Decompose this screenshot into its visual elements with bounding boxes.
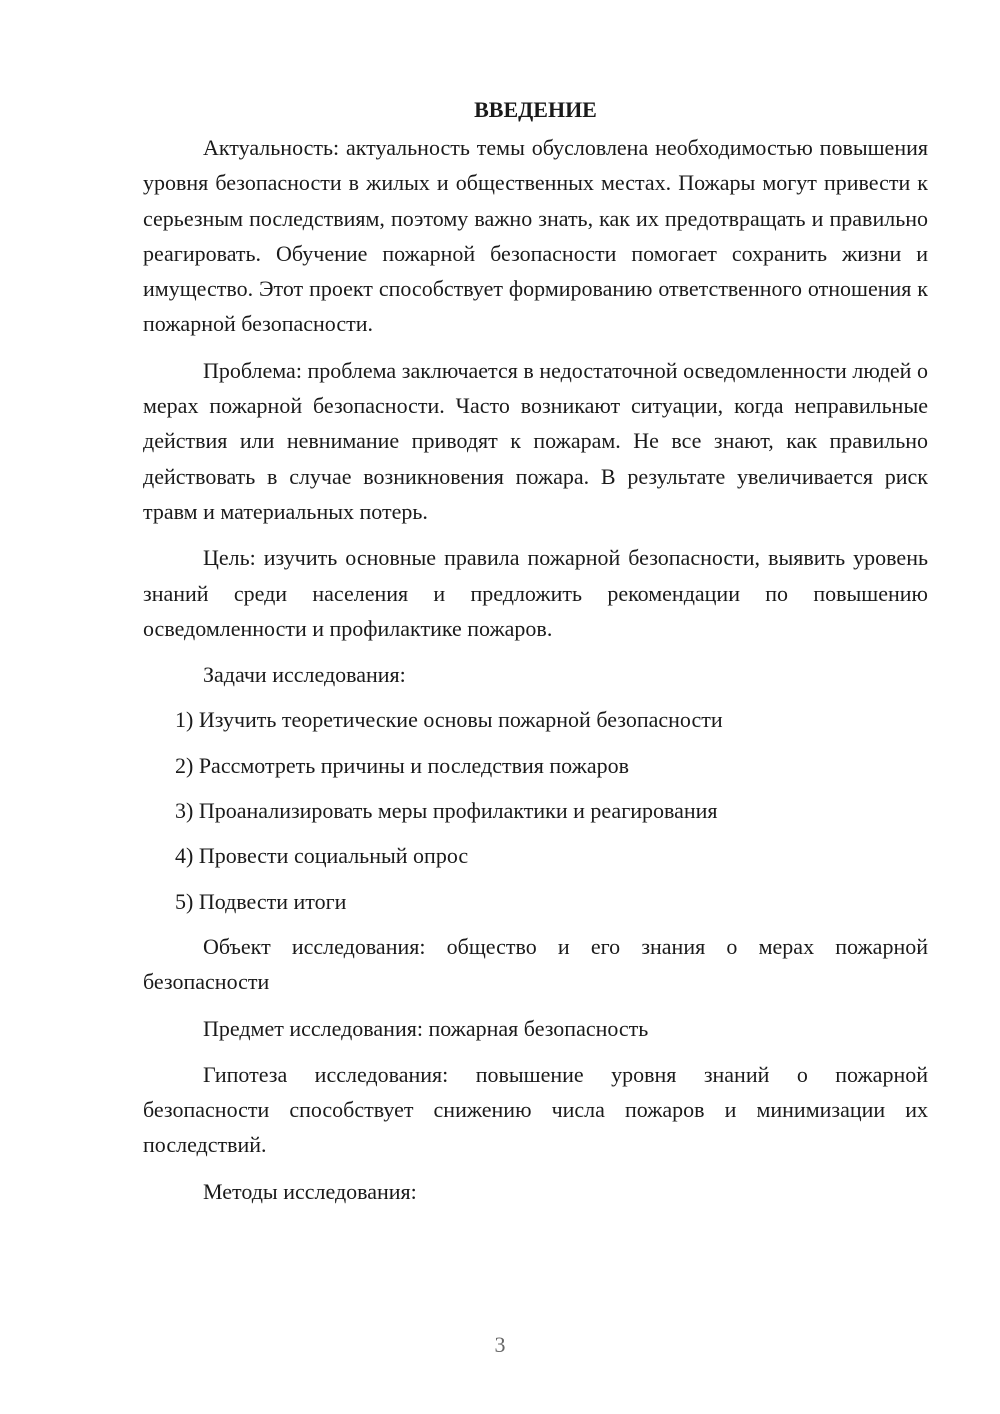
list-item: 3) Проанализировать меры профилактики и реагирования bbox=[175, 798, 718, 824]
list-item: 1) Изучить теоретические основы пожарной безопасности bbox=[175, 707, 723, 733]
paragraph-object: Объект исследования: общество и его знания о мерах пожарной безопасности bbox=[143, 933, 928, 995]
paragraph-tasks-title: Задачи исследования: bbox=[203, 662, 406, 688]
list-item: 4) Провести социальный опрос bbox=[175, 843, 469, 869]
list-item: 2) Рассмотреть причины и последствия пожаров bbox=[175, 752, 629, 778]
paragraph-problem: Проблема: проблема заключается в недостаточной осведомленности людей о мерах пожарной безопасности. Часто возникают ситуации, когда неправильные действия или невнимание приводят к пожарам. Не все знают, как правильно действовать в случае возникновения пожара. В результате увеличивается риск травм и материальных потерь. bbox=[143, 357, 928, 524]
tasks-list bbox=[143, 702, 928, 918]
page-number: 3 bbox=[494, 1332, 506, 1357]
paragraph-relevance: Актуальность: актуальность темы обусловлена необходимостью повышения уровня безопасности в жилых и общественных местах. Пожары могут привести к серьезным последствиям, поэтому важно знать, как их предотвращать и правильно реагировать. Обучение пожарной безопасности помогает сохранить жизни и имущество. Этот проект способствует формированию ответственного отношения к пожарной безопасности. bbox=[143, 135, 928, 337]
list-item: 5) Подвести итоги bbox=[175, 888, 347, 914]
paragraph-subject: Предмет исследования: пожарная безопасность bbox=[203, 1015, 649, 1041]
paragraph-goal: Цель: изучить основные правила пожарной безопасности, выявить уровень знаний среди населения и предложить рекомендации по повышению осведомленности и профилактике пожаров. bbox=[143, 545, 928, 641]
document-body bbox=[143, 90, 928, 1220]
paragraph-methods: Методы исследования: bbox=[203, 1178, 417, 1204]
paragraph-hypothesis: Гипотеза исследования: повышение уровня знаний о пожарной безопасности способствует снижению числа пожаров и минимизации их последствий. bbox=[143, 1061, 928, 1158]
section-heading: ВВЕДЕНИЕ bbox=[474, 97, 597, 122]
